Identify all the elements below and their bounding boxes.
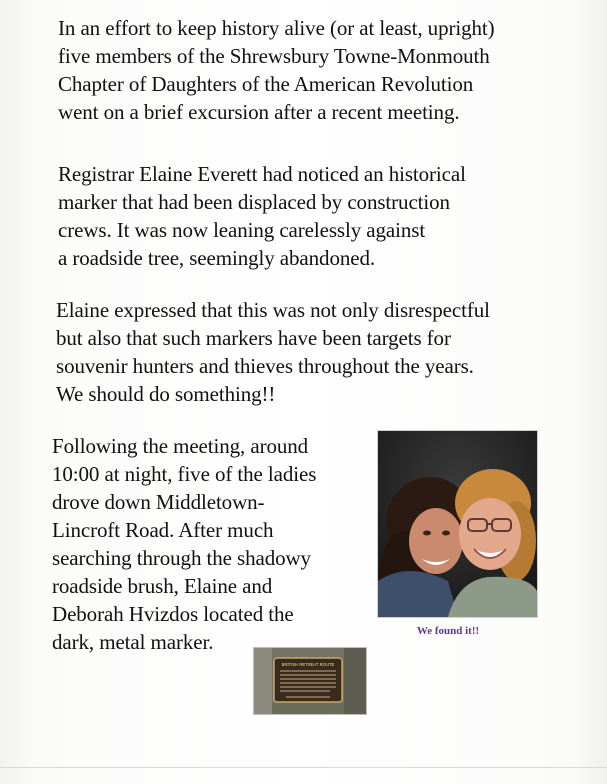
text-line: In an effort to keep history alive (or at least, upright) [58,16,495,40]
text-line: Following the meeting, around [52,434,309,458]
text-line: drove down Middletown- [52,490,265,514]
photo-two-women [378,431,537,617]
photo-caption: We found it!! [416,625,480,637]
text-line: five members of the Shrewsbury Towne-Monmouth [58,44,490,68]
text-line: but also that such markers have been targets for [56,326,451,350]
text-line: souvenir hunters and thieves throughout the years. [56,354,474,378]
paragraph-intro [58,14,495,126]
text-line: dark, metal marker. [52,630,214,654]
paragraph-elaine [56,296,490,408]
marker-sign-title: BRITISH RETREAT ROUTE [281,662,335,667]
photo-historical-marker [254,648,366,714]
text-line: a roadside tree, seemingly abandoned. [58,246,376,270]
text-line: Registrar Elaine Everett had noticed an historical [58,162,466,186]
text-line: went on a brief excursion after a recent meeting. [58,100,460,124]
text-line: Lincroft Road. After much [52,518,274,542]
text-line: Deborah Hvizdos located the [52,602,294,626]
text-line: marker that had been displaced by construction [58,190,450,214]
text-line: Elaine expressed that this was not only disrespectful [56,298,490,322]
scan-edge-line [0,767,607,768]
text-line: We should do something!! [56,382,276,406]
text-line: crews. It was now leaning carelessly against [58,218,426,242]
paragraph-meeting [52,432,316,656]
text-line: 10:00 at night, five of the ladies [52,462,317,486]
text-line: Chapter of Daughters of the American Revolution [58,72,474,96]
text-line: searching through the shadowy [52,546,311,570]
text-line: roadside brush, Elaine and [52,574,273,598]
paragraph-registrar [58,160,466,272]
